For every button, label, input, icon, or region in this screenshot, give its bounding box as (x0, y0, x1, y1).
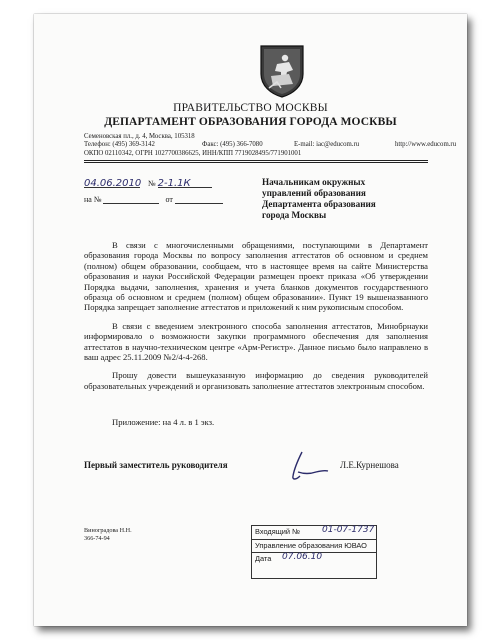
executor-phone: 366-74-94 (84, 534, 110, 542)
contact-block (84, 133, 457, 158)
executor-block (84, 527, 132, 542)
stamp-incoming-row (252, 526, 376, 539)
body-paragraph-3: Прошу довести вышеуказанную информацию до сведения руководителей образовательных учреждений и организовать заполнение аттестатов электронным способом. (84, 370, 428, 391)
stamp-date-label: Дата (255, 554, 272, 563)
number-prefix: № (148, 179, 156, 188)
registration-line (84, 178, 212, 188)
signatory-title: Первый заместитель руководителя (84, 460, 228, 470)
body-paragraph-2: В связи с введением электронного способа заполнения аттестатов, Минобрнауки информировало о возможности закупки программного обеспечения для заполнения аттестатов в научно-техническом центре «Арм-Регистр». Данное письмо было направлено в ваш адрес 25.11.2009 №2/4-4-268. (84, 320, 428, 363)
recipient-block (262, 177, 422, 221)
signatory-name: Л.Е.Курнешова (340, 460, 399, 470)
website-text: http://www.educom.ru (395, 141, 457, 149)
moscow-coat-of-arms-icon (259, 44, 305, 98)
email-text: E-mail: iac@educom.ru (294, 141, 360, 149)
reference-line (84, 194, 223, 204)
recipient-line: города Москвы (262, 210, 327, 220)
fax-text: Факс: (495) 366-7080 (202, 141, 263, 149)
letter-body (84, 240, 428, 391)
recipient-line: Начальникам окружных (262, 177, 366, 187)
executor-name: Виноградова Н.Н. (84, 527, 132, 534)
government-heading: ПРАВИТЕЛЬСТВО МОСКВЫ (173, 102, 328, 114)
stamp-date-value: 07.06.10 (282, 552, 323, 562)
department-heading: ДЕПАРТАМЕНТ ОБРАЗОВАНИЯ ГОРОДА МОСКВЫ (104, 116, 397, 128)
header-divider (84, 160, 428, 161)
body-paragraph-1: В связи с многочисленными обращениями, поступающими в Департамент образования города Москвы по вопросу заполнения аттестатов об основном и среднем (полном) общем образовании, сообщаем, что в настоящее время на сайте Министерства образования и науки Российской Федерации размещен проект приказа «Об утверждении Порядка выдачи, заполнения, хранения и учета бланков документов государственного образца об основном и среднем (полном) общем образовании». Пункт 19 вышеназванного Порядка запрещает заполнение аттестатов и приложений к ним рукописным способом. (84, 240, 428, 313)
stamp-incoming-label: Входящий № (255, 527, 301, 536)
stamp-incoming-number: 01-07-1737 (322, 525, 375, 535)
registration-number: 2-1.1К (157, 178, 191, 189)
registration-date: 04.06.2010 (84, 178, 142, 189)
handwritten-signature-icon (284, 448, 334, 482)
header-divider-thin (84, 162, 428, 163)
recipient-line: Департамента образования (262, 199, 376, 209)
address-text: Семеновская пл., д. 4, Москва, 105318 (84, 133, 195, 140)
stamp-org: Управление образования ЮВАО (255, 540, 367, 550)
recipient-line: управлений образования (262, 188, 366, 198)
registry-text: ОКПО 02110342, ОГРН 1027700386625, ИНН/КПП 7719028495/771901001 (84, 149, 302, 157)
phone-text: Телефон: (495) 369-3142 (84, 141, 155, 149)
stamp-date-row (252, 553, 376, 566)
enclosure-note: Приложение: на 4 л. в 1 экз. (112, 417, 215, 427)
reference-from: от (165, 195, 173, 204)
incoming-stamp (251, 525, 377, 579)
reference-prefix: на № (84, 195, 102, 204)
letter-sheet (34, 14, 467, 626)
